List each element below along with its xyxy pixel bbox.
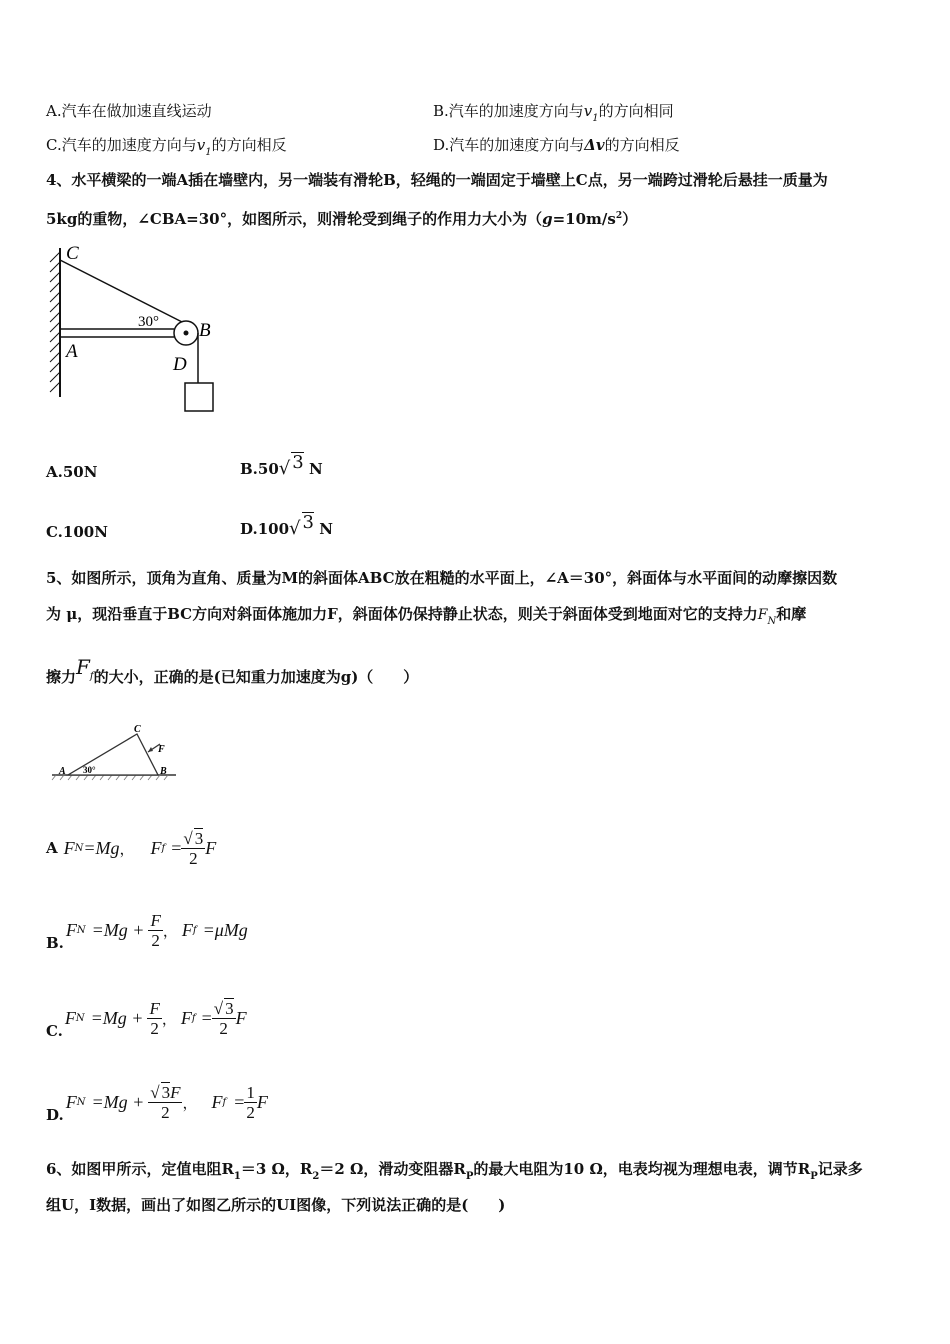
sqrt-sign: √ [150,1083,160,1102]
fraction: $\frac{F}{2}$ [150,910,161,950]
fraction: $\frac{√ 3F}{2}$ [150,1083,181,1122]
q5-stem-line3: 擦力$F^f$的大小，正确的是(已知重力加速度为g)（ ） [46,655,419,686]
fraction: $\frac{√ 3}{2}$ [213,999,234,1038]
fraction: $\frac{F}{2}$ [149,998,160,1038]
label-b: B [199,320,211,341]
q5-option-c: C. F N =Mg + $\frac{F}{2}$ ， F f = $\frac{√ 3}{2}$ F [46,998,247,1040]
q3-option-c: C.汽车的加速度方向与$v_1$的方向相反 [46,136,287,158]
sqrt-sign: √ [183,829,193,848]
sqrt-sign: √ [213,999,224,1018]
q5-option-d: D. F N =Mg + $\frac{√ 3F}{2}$ ， F f = $\frac{1}{2}$ F [46,1082,268,1124]
label-c: C [66,243,79,264]
fraction: $\frac{√ 3}{2}$ [183,829,204,868]
fraction: $\frac{1}{2}$ [246,1082,255,1122]
label-a: A [59,766,66,777]
q4-figure-pulley [40,240,230,420]
q4-stem-line2: 5kg的重物，∠CBA=30°，如图所示，则滑轮受到绳子的作用力大小为$(g=10m/s^2)$ [46,210,638,228]
angle-label: 30° [138,314,159,330]
q4-option-a: A.50N [46,463,98,481]
q5-figure-incline [50,720,180,782]
label-c: C [134,724,141,735]
wall-hatching [50,252,60,392]
weight-block [185,383,213,411]
rope-cb [60,260,186,324]
q5-option-a: A F N =Mg ， F f = $\frac{√ 3}{2}$ F [46,829,217,868]
label-d: D [173,354,187,375]
q3-option-d: D.汽车的加速度方向与Δv的方向相反 [433,136,680,154]
q3-option-b: B.汽车的加速度方向与$v_1$的方向相同 [433,102,674,124]
q5-option-b: B. F N =Mg + $\frac{F}{2}$ ， F f =μMg [46,910,248,952]
sqrt-sign: √ [278,458,291,479]
q6-stem-line2: 组U，I数据，画出了如图乙所示的UI图像，下列说法正确的是( ) [46,1196,506,1214]
label-f: F [158,744,165,755]
q4-option-c: C.100N [46,523,108,541]
q5-stem-line1: 5、如图所示，顶角为直角、质量为M的斜面体ABC放在粗糙的水平面上，∠A＝30°，斜面体与水平面间的动摩擦因数 [46,569,838,587]
label-a: A [66,341,78,362]
force-arrow-head [148,747,153,752]
q3-option-a: A.汽车在做加速直线运动 [46,102,212,120]
q4-option-b: B.50√ 3 N [240,452,323,479]
pulley-axle [184,331,189,336]
q4-option-d: D.100√ 3 N [240,512,333,539]
sqrt-sign: √ [289,518,301,539]
q4-stem-line1: 4、水平横梁的一端A插在墙壁内，另一端装有滑轮B，轻绳的一端固定于墙壁上C点，另一端跨过滑轮后悬挂一质量为 [46,171,828,189]
incline-body [68,734,158,775]
q5-stem-line2: 为 μ，现沿垂直于BC方向对斜面体施加力F，斜面体仍保持静止状态，则关于斜面体受到地面对它的支持力$F_N$和摩 [46,605,807,627]
q6-stem-line1: 6、如图甲所示，定值电阻$R_1=3$ Ω，$R_2=2$ Ω，滑动变阻器$R_P$的最大电阻为10 Ω，电表均视为理想电表，调节$R_P$记录多 [46,1160,863,1182]
angle-label: 30° [83,765,96,775]
label-b: B [160,766,167,777]
